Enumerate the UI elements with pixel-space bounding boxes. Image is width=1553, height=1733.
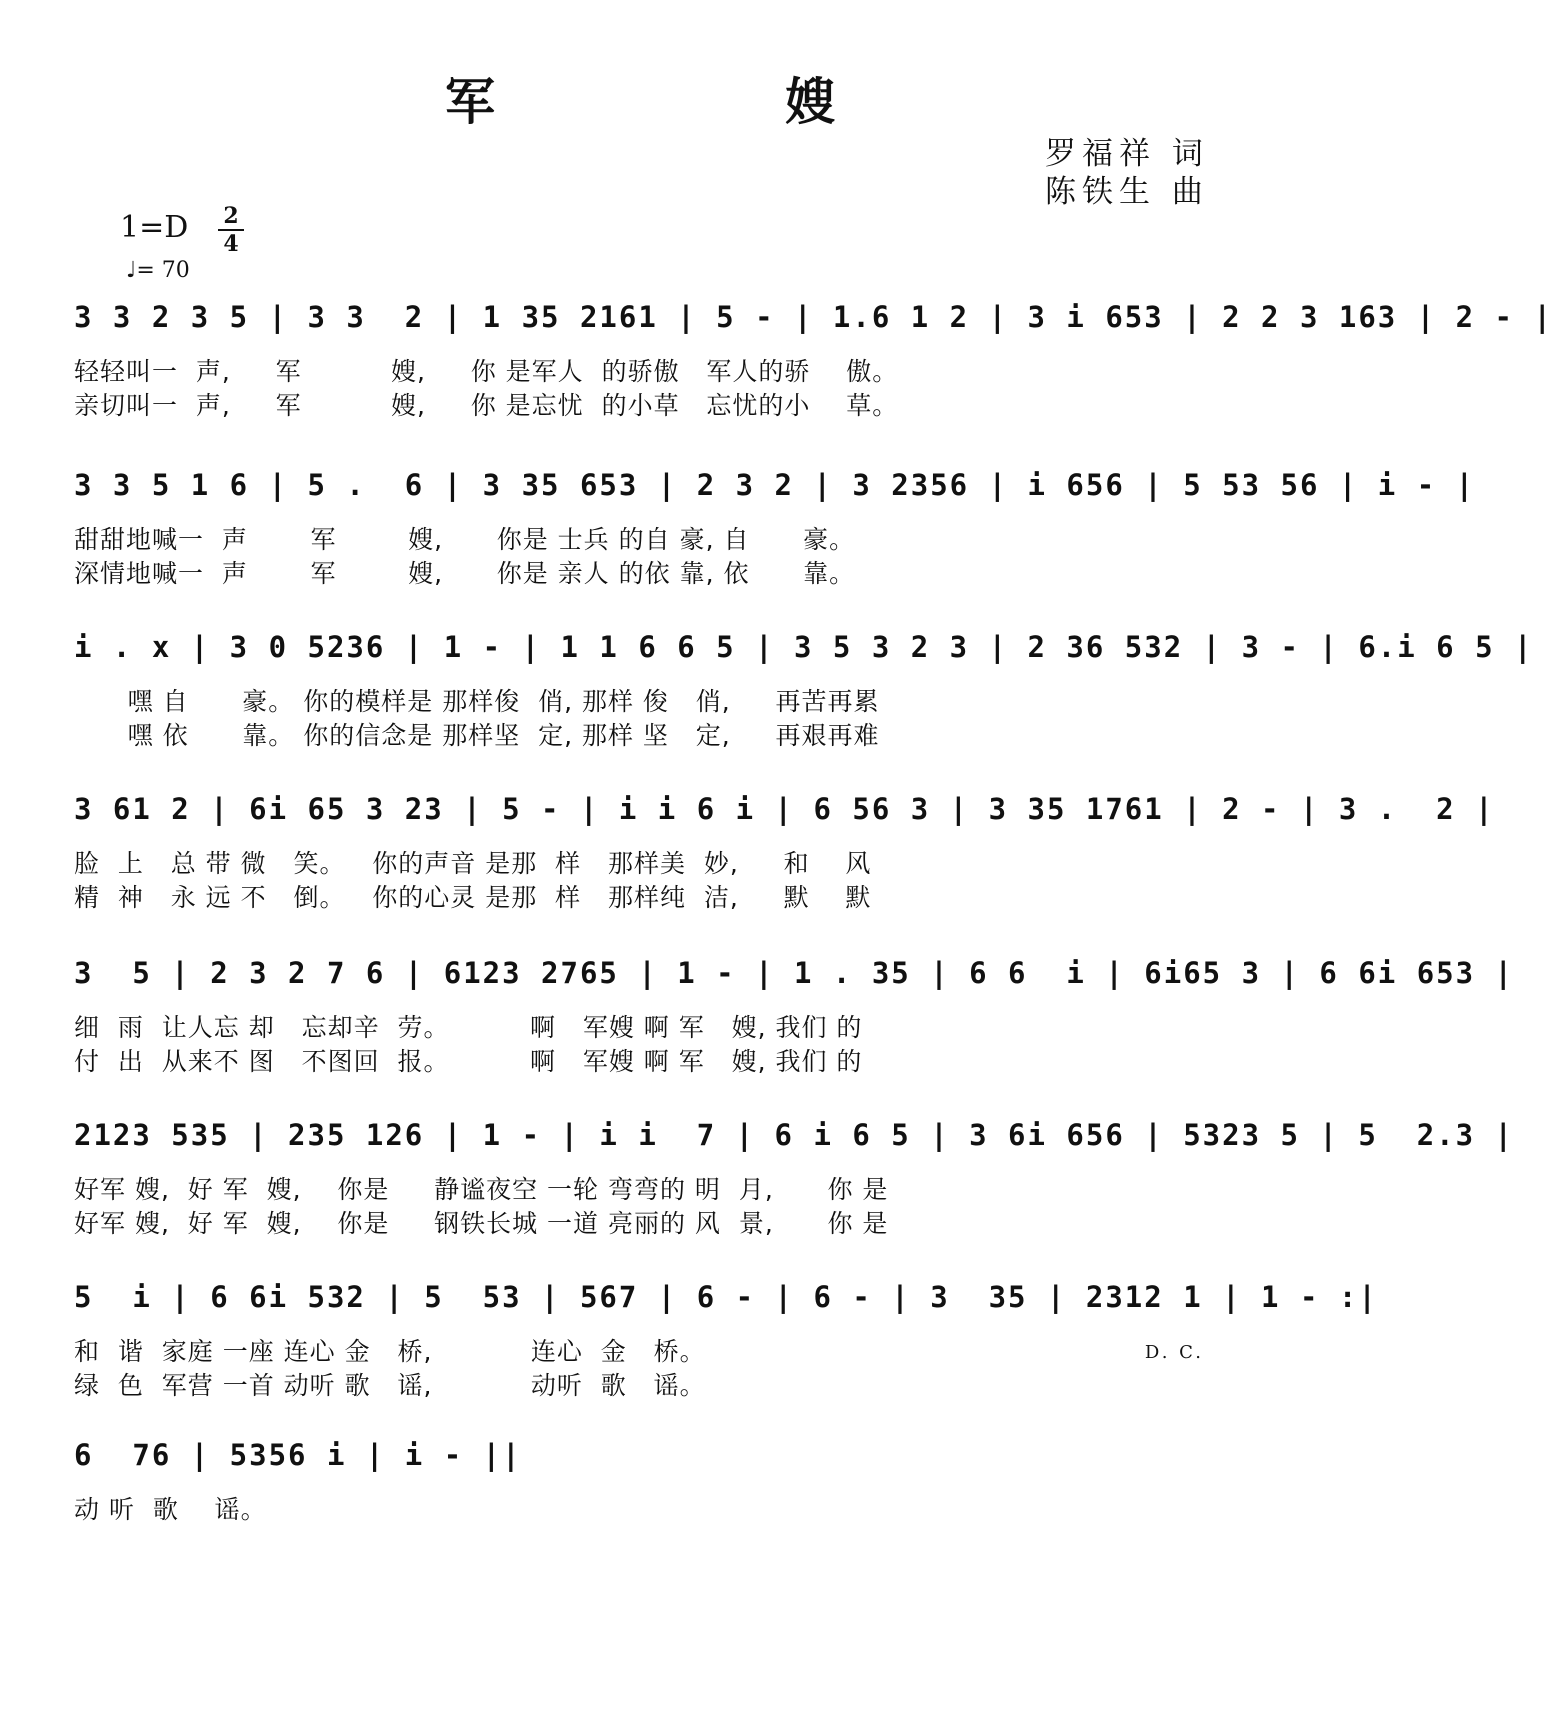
- key-signature: 1=D: [120, 210, 189, 245]
- lyric-verse2-line-2: 深情地喊一 声 军 嫂, 你是 亲人 的依 靠, 依 靠。: [74, 559, 856, 588]
- lyric-verse2-line-1: 亲切叫一 声, 军 嫂, 你 是忘忧 的小草 忘忧的小 草。: [74, 391, 899, 420]
- lyric-verse1-line-5: 细 雨 让人忘 却 忘却辛 劳。 啊 军嫂 啊 军 嫂, 我们 的: [74, 1013, 863, 1042]
- notation-line-1: 3 3 2 3 5 | 3 3 2 | 1 35 2161 | 5 - | 1.6 1 2 | 3 i 653 | 2 2 3 163 | 2 - |: [74, 300, 1553, 334]
- lyric-verse2-line-7: 绿 色 军营 一首 动听 歌 谣, 动听 歌 谣。: [74, 1371, 706, 1400]
- notation-line-7: 5 i | 6 6i 532 | 5 53 | 567 | 6 - | 6 - | 3 35 | 2312 1 | 1 - :|: [74, 1280, 1378, 1314]
- notation-line-4: 3 61 2 | 6i 65 3 23 | 5 - | i i 6 i | 6 56 3 | 3 35 1761 | 2 - | 3 . 2 |: [74, 792, 1495, 826]
- lyric-verse2-line-5: 付 出 从来不 图 不图回 报。 啊 军嫂 啊 军 嫂, 我们 的: [74, 1047, 863, 1076]
- lyric-verse1-line-3: 嘿 自 豪。 你的模样是 那样俊 俏, 那样 俊 俏, 再苦再累: [74, 687, 880, 716]
- lyric-verse2-line-3: 嘿 依 靠。 你的信念是 那样坚 定, 那样 坚 定, 再艰再难: [74, 721, 880, 750]
- notation-line-5: 3 5 | 2 3 2 7 6 | 6123 2765 | 1 - | 1 . 35 | 6 6 i | 6i65 3 | 6 6i 653 |: [74, 956, 1515, 990]
- time-signature: [218, 204, 244, 256]
- notation-line-6: 2123 535 | 235 126 | 1 - | i i 7 | 6 i 6 5 | 3 6i 656 | 5323 5 | 5 2.3 |: [74, 1118, 1515, 1152]
- lyric-verse1-line-4: 脸 上 总 带 微 笑。 你的声音 是那 样 那样美 妙, 和 风: [74, 849, 872, 878]
- lyric-verse1-line-2: 甜甜地喊一 声 军 嫂, 你是 士兵 的自 豪, 自 豪。: [74, 525, 856, 554]
- lyric-verse1-line-7: 和 谐 家庭 一座 连心 金 桥, 连心 金 桥。: [74, 1337, 706, 1366]
- lyric-verse1-line-1: 轻轻叫一 声, 军 嫂, 你 是军人 的骄傲 军人的骄 傲。: [74, 357, 899, 386]
- notation-line-8: 6 76 | 5356 i | i - ||: [74, 1438, 522, 1472]
- lyricist-credit: 罗福祥 词: [1045, 136, 1209, 172]
- time-signature-bottom: 4: [223, 231, 239, 257]
- lyric-verse2-line-4: 精 神 永 远 不 倒。 你的心灵 是那 样 那样纯 洁, 默 默: [74, 883, 872, 912]
- lyric-verse2-line-6: 好军 嫂, 好 军 嫂, 你是 钢铁长城 一道 亮丽的 风 景, 你 是: [74, 1209, 889, 1238]
- lyric-verse1-line-8: 动 听 歌 谣。: [74, 1495, 267, 1524]
- notation-line-3: i . x | 3 0 5236 | 1 - | 1 1 6 6 5 | 3 5 3 2 3 | 2 36 532 | 3 - | 6.i 6 5 |: [74, 630, 1534, 664]
- song-title: 军 嫂: [445, 72, 955, 131]
- composer-credit: 陈铁生 曲: [1045, 174, 1209, 210]
- lyric-verse1-line-6: 好军 嫂, 好 军 嫂, 你是 静谧夜空 一轮 弯弯的 明 月, 你 是: [74, 1175, 889, 1204]
- tempo-marking: ♩= 70: [126, 258, 190, 283]
- time-signature-top: 2: [223, 203, 239, 229]
- notation-line-2: 3 3 5 1 6 | 5 . 6 | 3 35 653 | 2 3 2 | 3 2356 | i 656 | 5 53 56 | i - |: [74, 468, 1476, 502]
- da-capo-marking: D. C.: [1144, 1342, 1204, 1363]
